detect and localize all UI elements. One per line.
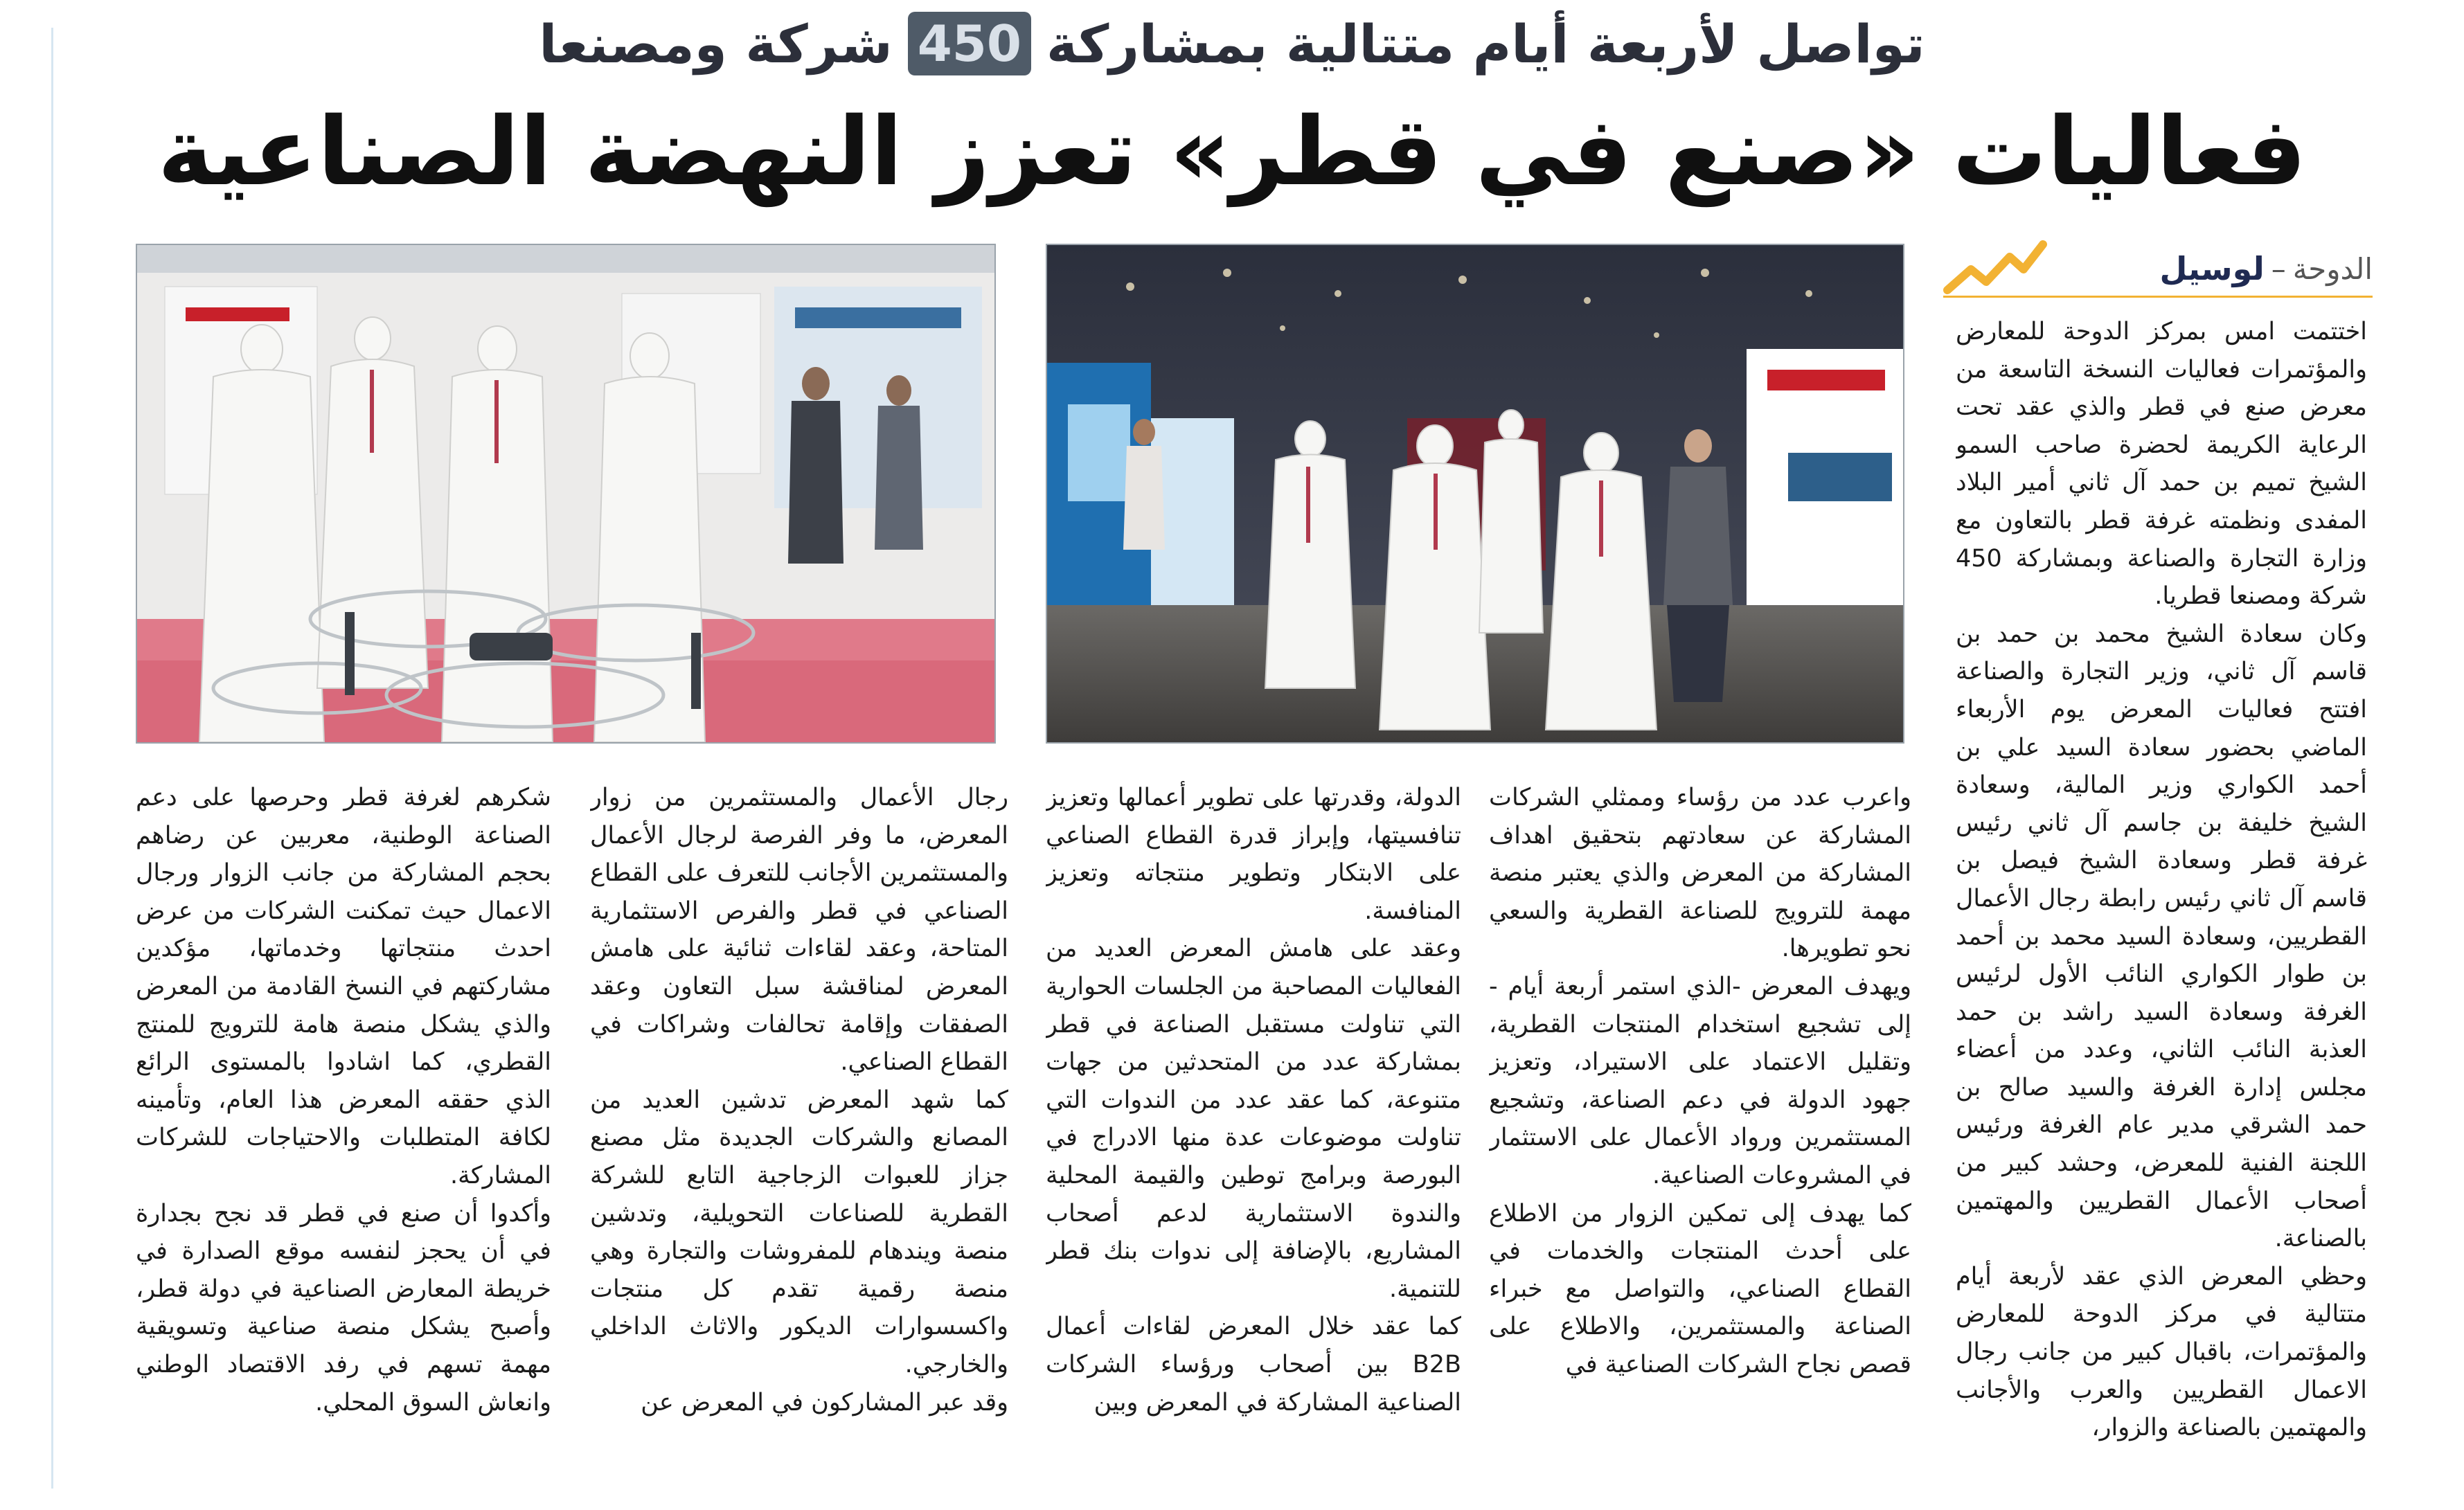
dateline-text — [2160, 244, 2373, 293]
article-column-2 — [1489, 779, 1911, 1471]
article-column-5 — [136, 779, 551, 1471]
paragraph: وحظي المعرض الذي عقد لأربعة أيام متتالية في مركز الدوحة للمعارض والمؤتمرات، باقبال كبير من جانب رجال الاعمال القطريين والعرب والأجانب والمهتمين بالصناعة والزوار، — [1956, 1262, 2367, 1442]
paragraph: وأكدوا أن صنع في قطر قد نجح بجدارة في أن يحجز لنفسه موقع الصدارة في خريطة المعارض الصناعية في دولة قطر، وأصبح يشكل منصة صناعية وتسويقية مهمة تسهم في رفد الاقتصاد الوطني وانعاش السوق المحلي. — [136, 1199, 551, 1417]
paragraph: الدولة، وقدرتها على تطوير أعمالها وتعزيز تنافسيتها، وإبراز قدرة القطاع الصناعي على الابتكار وتطوير منتجاته وتعزيز المنافسة. — [1046, 784, 1461, 925]
article-column-4 — [590, 779, 1008, 1471]
kicker-number-badge: 450 — [908, 12, 1031, 75]
paragraph: ويهدف المعرض -الذي استمر أربعة أيام - إلى تشجيع استخدام المنتجات القطرية، وتقليل الاعتماد على الاستيراد، وتعزيز جهود الدولة في دعم الصناعة، وتشجيع المستثمرين ورواد الأعمال على الاستثمار في المشروعات الصناعية. — [1489, 972, 1911, 1189]
paragraph: وكان سعادة الشيخ محمد بن حمد بن قاسم آل ثاني، وزير التجارة والصناعة افتتح فعاليات المعرض يوم الأربعاء الماضي بحضور سعادة السيد علي بن أحمد الكواري وزير المالية، وسعادة الشيخ خليفة بن جاسم آل ثاني رئيس غرفة قطر وسعادة الشيخ فيصل بن قاسم آل ثاني رئيس رابطة رجال الأعمال القطريين، وسعادة السيد محمد بن أحمد بن طوار الكواري النائب الأول لرئيس الغرفة وسعادة السيد راشد بن حمد العذبة النائب الثاني، وعدد من أعضاء مجلس إدارة الغرفة والسيد صالح بن حمد الشرقي مدير عام الغرفة ورئيس اللجنة الفنية للمعرض، وحشد كبير من أصحاب الأعمال القطريين والمهتمين بالصناعة. — [1956, 620, 2367, 1253]
article-column-1 — [1956, 313, 2367, 1483]
page-margin-rule — [51, 28, 53, 1489]
dateline-dash: – — [2271, 251, 2286, 286]
kicker-text-before: تواصل لأربعة أيام متتالية بمشاركة — [1046, 12, 1925, 75]
zigzag-logo-icon — [1943, 239, 2047, 296]
headline: فعاليات «صنع في قطر» تعزز النهضة الصناعية — [157, 98, 2307, 207]
dateline-source: لوسيل — [2159, 250, 2265, 287]
paragraph: شكرهم لغرفة قطر وحرصها على دعم الصناعة الوطنية، معربين عن رضاهم بحجم المشاركة من جانب الزوار ورجال الاعمال حيث تمكنت الشركات من عرض احدث منتجاتها وخدماتها، مؤكدين مشاركتهم في النسخ القادمة من المعرض والذي يشكل منصة هامة للترويج للمنتج القطري، كما اشادوا بالمستوى الرائع الذي حققه المعرض هذا العام، وتأمينه لكافة المتطلبات والاحتياجات للشركات المشاركة. — [136, 784, 551, 1189]
paragraph: وقد عبر المشاركون في المعرض عن — [641, 1388, 1008, 1417]
paragraph: كما شهد المعرض تدشين العديد من المصانع والشركات الجديدة مثل مصنع جزاز للعبوات الزجاجية التابع للشركة القطرية للصناعات التحويلية، وتدشين منصة ويندهام للمفروشات والتجارة وهي منصة رقمية تقدم كل منتجات واكسسوارات الديكور والاثاث الداخلي والخارجي. — [590, 1086, 1008, 1378]
booth-drone-photo — [136, 244, 996, 744]
kicker-line — [0, 6, 2464, 82]
paragraph: وعقد على هامش المعرض العديد من الفعاليات المصاحبة من الجلسات الحوارية التي تناولت مستقبل الصناعة في قطر بمشاركة عدد من المتحدثين من جهات متنوعة، كما عقد عدد من الندوات التي تناولت موضوعات عدة منها الادراج في البورصة وبرامج توطين والقيمة المحلية والندوة الاستثمارية لدعم أصحاب المشاريع، بالإضافة إلى ندوات بنك قطر للتنمية. — [1046, 935, 1461, 1303]
kicker-text-after: شركة ومصنعا — [539, 12, 893, 75]
paragraph: واعرب عدد من رؤساء وممثلي الشركات المشاركة عن سعادتهم بتحقيق اهداف المشاركة من المعرض والذي يعتبر منصة مهمة للترويج للصناعة القطرية والسعي نحو تطويرها. — [1489, 784, 1911, 963]
exhibition-walk-photo — [1046, 244, 1904, 744]
paragraph: رجال الأعمال والمستثمرين من زوار المعرض، ما وفر الفرصة لرجال الأعمال والمستثمرين الأجانب للتعرف على القطاع الصناعي في قطر والفرص الاستثمارية المتاحة، وعقد لقاءات ثنائية على هامش المعرض لمناقشة سبل التعاون وعقد الصفقات وإقامة تحالفات وشراكات في القطاع الصناعي. — [590, 784, 1008, 1077]
article-column-3 — [1046, 779, 1461, 1471]
dateline-underline — [1943, 296, 2373, 298]
paragraph: كما عقد خلال المعرض لقاءات أعمال B2B بين أصحاب ورؤساء الشركات الصناعية المشاركة في المعرض وبين — [1046, 1313, 1461, 1417]
dateline-city: الدوحة — [2292, 251, 2373, 286]
dateline — [1943, 239, 2373, 305]
paragraph: كما يهدف إلى تمكين الزوار من الاطلاع على أحدث المنتجات والخدمات في القطاع الصناعي، والتواصل مع خبراء الصناعة والمستثمرين، والاطلاع على قصص نجاح الشركات الصناعية في — [1489, 1199, 1911, 1378]
paragraph: اختتمت امس بمركز الدوحة للمعارض والمؤتمرات فعاليات النسخة التاسعة من معرض صنع في قطر والذي عقد تحت الرعاية الكريمة لحضرة صاحب السمو الشيخ تميم بن حمد آل ثاني أمير البلاد المفدى ونظمته غرفة قطر بالتعاون مع وزارة التجارة والصناعة وبمشاركة 450 شركة ومصنعا قطريا. — [1956, 318, 2367, 611]
